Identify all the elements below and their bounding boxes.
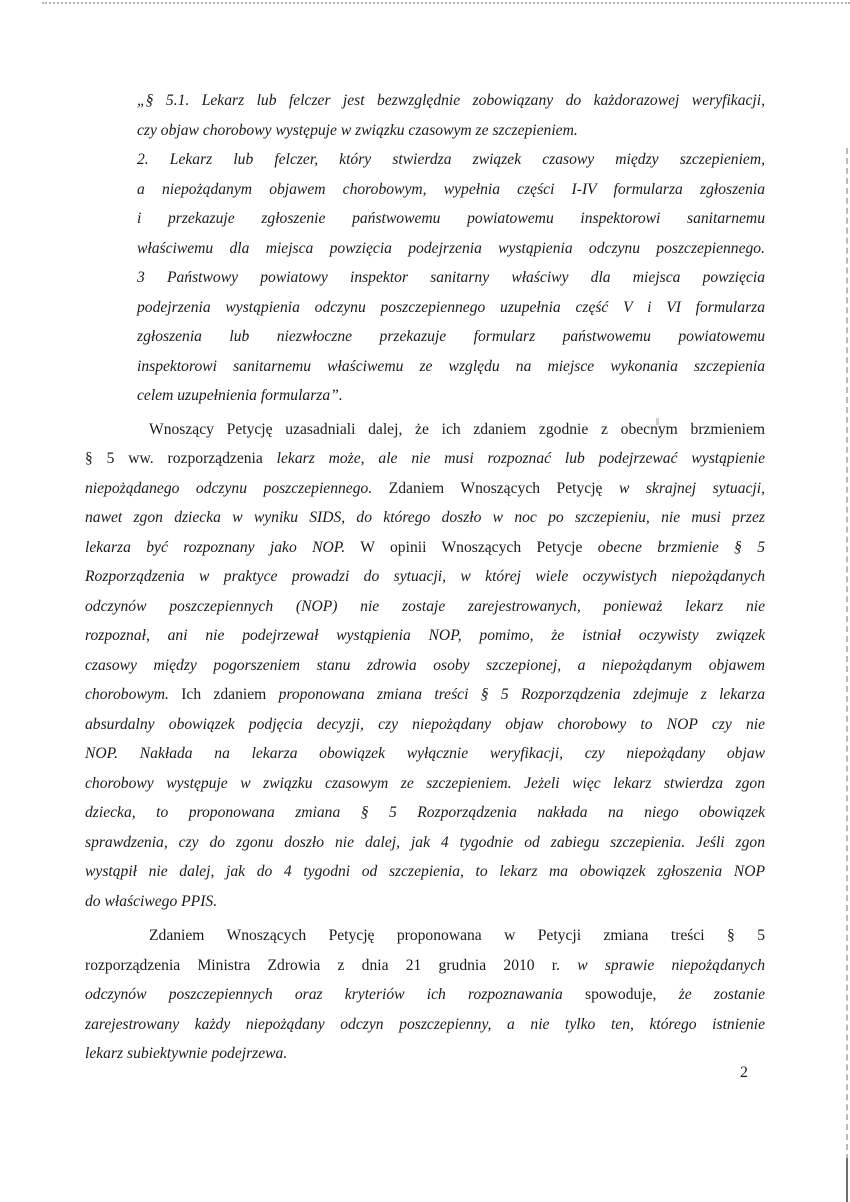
- italic-text-segment: sprawdzenia, czy do zgonu doszło nie dalej, jak 4 tygodnie od zabiegu szczepienia. Jeśli zgon: [85, 833, 765, 851]
- quoted-regulation: [137, 86, 765, 411]
- italic-text-segment: dziecka, to proponowana zmiana § 5 Rozporządzenia nakłada na niego obowiązek: [85, 804, 765, 821]
- text-line: [137, 234, 765, 264]
- text-line: [137, 116, 765, 146]
- page-number: 2: [740, 1064, 748, 1081]
- italic-text-segment: zgłoszenia lub niezwłoczne przekazuje formularz państwowemu powiatowemu: [137, 328, 765, 345]
- text-line: [137, 204, 765, 234]
- text-line: [85, 857, 765, 887]
- text-line: [137, 293, 765, 323]
- text-line: [85, 828, 765, 858]
- text-line: [85, 921, 765, 951]
- text-line: [85, 592, 765, 622]
- italic-text-segment: inspektorowi sanitarnemu właściwemu ze względu na miejsce wykonania szczepienia: [137, 357, 765, 375]
- italic-text-segment: chorobowym.: [85, 686, 169, 703]
- italic-text-segment: NOP. Nakłada na lekarza obowiązek wyłącznie weryfikacji, czy niepożądany objaw: [85, 745, 765, 762]
- text-line: [85, 474, 765, 504]
- italic-text-segment: do właściwego PPIS.: [85, 892, 218, 910]
- document-text: [85, 86, 765, 1069]
- italic-text-segment: 2. Lekarz lub felczer, który stwierdza związek czasowy między szczepieniem,: [137, 151, 765, 168]
- text-line: [85, 710, 765, 740]
- scan-artifact-right-edge: [846, 1158, 848, 1202]
- italic-text-segment: a niepożądanym objawem chorobowym, wypełnia części I-IV formularza zgłoszenia: [137, 180, 765, 198]
- text-line: [85, 444, 765, 474]
- italic-text-segment: czasowy między pogorszeniem stanu zdrowia osoby szczepionej, a niepożądanym objawem: [85, 656, 765, 674]
- text-line: [85, 415, 765, 445]
- text-line: [137, 263, 765, 293]
- text-line: [137, 322, 765, 352]
- text-line: [85, 980, 765, 1010]
- text-line: [85, 562, 765, 592]
- text-segment: Wnoszący Petycję uzasadniali dalej, że ich zdaniem zgodnie z obecnym brzmieniem: [149, 420, 765, 438]
- scan-artifact-top-line: [42, 2, 850, 4]
- italic-text-segment: podejrzenia wystąpienia odczynu poszczepiennego uzupełnia część V i VI formularza: [137, 298, 765, 316]
- text-line: [85, 621, 765, 651]
- text-line: [85, 651, 765, 681]
- italic-text-segment: absurdalny obowiązek podjęcia decyzji, czy niepożądany objaw chorobowy to NOP czy nie: [85, 715, 765, 733]
- text-segment: Zdaniem Wnoszących Petycję: [372, 479, 619, 497]
- italic-text-segment: lekarz może, ale nie musi rozpoznać lub podejrzewać wystąpienie: [276, 450, 765, 467]
- scan-artifact-right-line: [846, 148, 848, 1160]
- paragraph-1: [85, 415, 765, 917]
- text-line: [85, 798, 765, 828]
- italic-text-segment: niepożądanego odczynu poszczepiennego.: [85, 479, 373, 497]
- paragraph-2: [85, 921, 765, 1069]
- text-line: [137, 86, 765, 116]
- text-segment: rozporządzenia Ministra Zdrowia z dnia 21 grudnia 2010 r.: [85, 956, 578, 974]
- text-segment: § 5 ww. rozporządzenia: [85, 450, 277, 467]
- text-line: [85, 680, 765, 710]
- italic-text-segment: że zostanie: [678, 986, 766, 1003]
- italic-text-segment: w skrajnej sytuacji,: [618, 479, 766, 497]
- text-line: [85, 951, 765, 981]
- italic-text-segment: 3 Państwowy powiatowy inspektor sanitarny właściwy dla miejsca powzięcia: [137, 269, 765, 286]
- italic-text-segment: lekarz subiektywnie podejrzewa.: [85, 1045, 288, 1062]
- italic-text-segment: nawet zgon dziecka w wyniku SIDS, do którego doszło w noc po szczepieniu, nie musi przez: [85, 509, 765, 526]
- text-line: [85, 769, 765, 799]
- text-line: [85, 887, 765, 917]
- italic-text-segment: i przekazuje zgłoszenie państwowemu powiatowemu inspektorowi sanitarnemu: [137, 210, 765, 227]
- italic-text-segment: celem uzupełnienia formularza”.: [137, 387, 343, 404]
- text-line: [137, 352, 765, 382]
- italic-text-segment: czy objaw chorobowy występuje w związku czasowym ze szczepieniem.: [137, 121, 578, 139]
- text-segment: Ich zdaniem: [168, 686, 279, 703]
- text-line: [85, 503, 765, 533]
- text-line: [85, 739, 765, 769]
- italic-text-segment: proponowana zmiana treści § 5 Rozporządzenia zdejmuje z lekarza: [278, 686, 765, 703]
- italic-text-segment: Rozporządzenia w praktyce prowadzi do sytuacji, w której wiele oczywistych niepożądanych: [85, 568, 765, 585]
- italic-text-segment: rozpoznał, ani nie podejrzewał wystąpienia NOP, pomimo, że istniał oczywisty związek: [85, 627, 765, 644]
- italic-text-segment: właściwemu dla miejsca powzięcia podejrzenia wystąpienia odczynu poszczepiennego.: [137, 239, 765, 257]
- italic-text-segment: odczynów poszczepiennych oraz kryteriów ich rozpoznawania: [85, 986, 563, 1003]
- text-segment: spowoduje,: [562, 986, 679, 1003]
- italic-text-segment: w sprawie niepożądanych: [577, 956, 766, 974]
- italic-text-segment: lekarza być rozpoznany jako NOP.: [85, 538, 346, 556]
- italic-text-segment: chorobowy występuje w związku czasowym ze szczepieniem. Jeżeli więc lekarz stwierdza zgon: [85, 774, 765, 792]
- italic-text-segment: odczynów poszczepiennych (NOP) nie zostaje zarejestrowanych, ponieważ lekarz nie: [85, 597, 765, 615]
- italic-text-segment: zarejestrowany każdy niepożądany odczyn poszczepienny, a nie tylko ten, którego istnienie: [85, 1015, 765, 1033]
- italic-text-segment: „§ 5.1. Lekarz lub felczer jest bezwzględnie zobowiązany do każdorazowej weryfikacji,: [137, 92, 765, 109]
- text-line: [85, 533, 765, 563]
- italic-text-segment: obecne brzmienie § 5: [597, 538, 765, 556]
- text-segment: W opinii Wnoszących Petycje: [345, 538, 598, 556]
- text-line: [137, 175, 765, 205]
- text-line: [137, 145, 765, 175]
- italic-text-segment: wystąpił nie dalej, jak do 4 tygodni od szczepienia, to lekarz ma obowiązek zgłoszenia NOP: [85, 863, 765, 880]
- text-line: [137, 381, 765, 411]
- text-line: [85, 1010, 765, 1040]
- text-segment: Zdaniem Wnoszących Petycję proponowana w Petycji zmiana treści § 5: [149, 927, 765, 944]
